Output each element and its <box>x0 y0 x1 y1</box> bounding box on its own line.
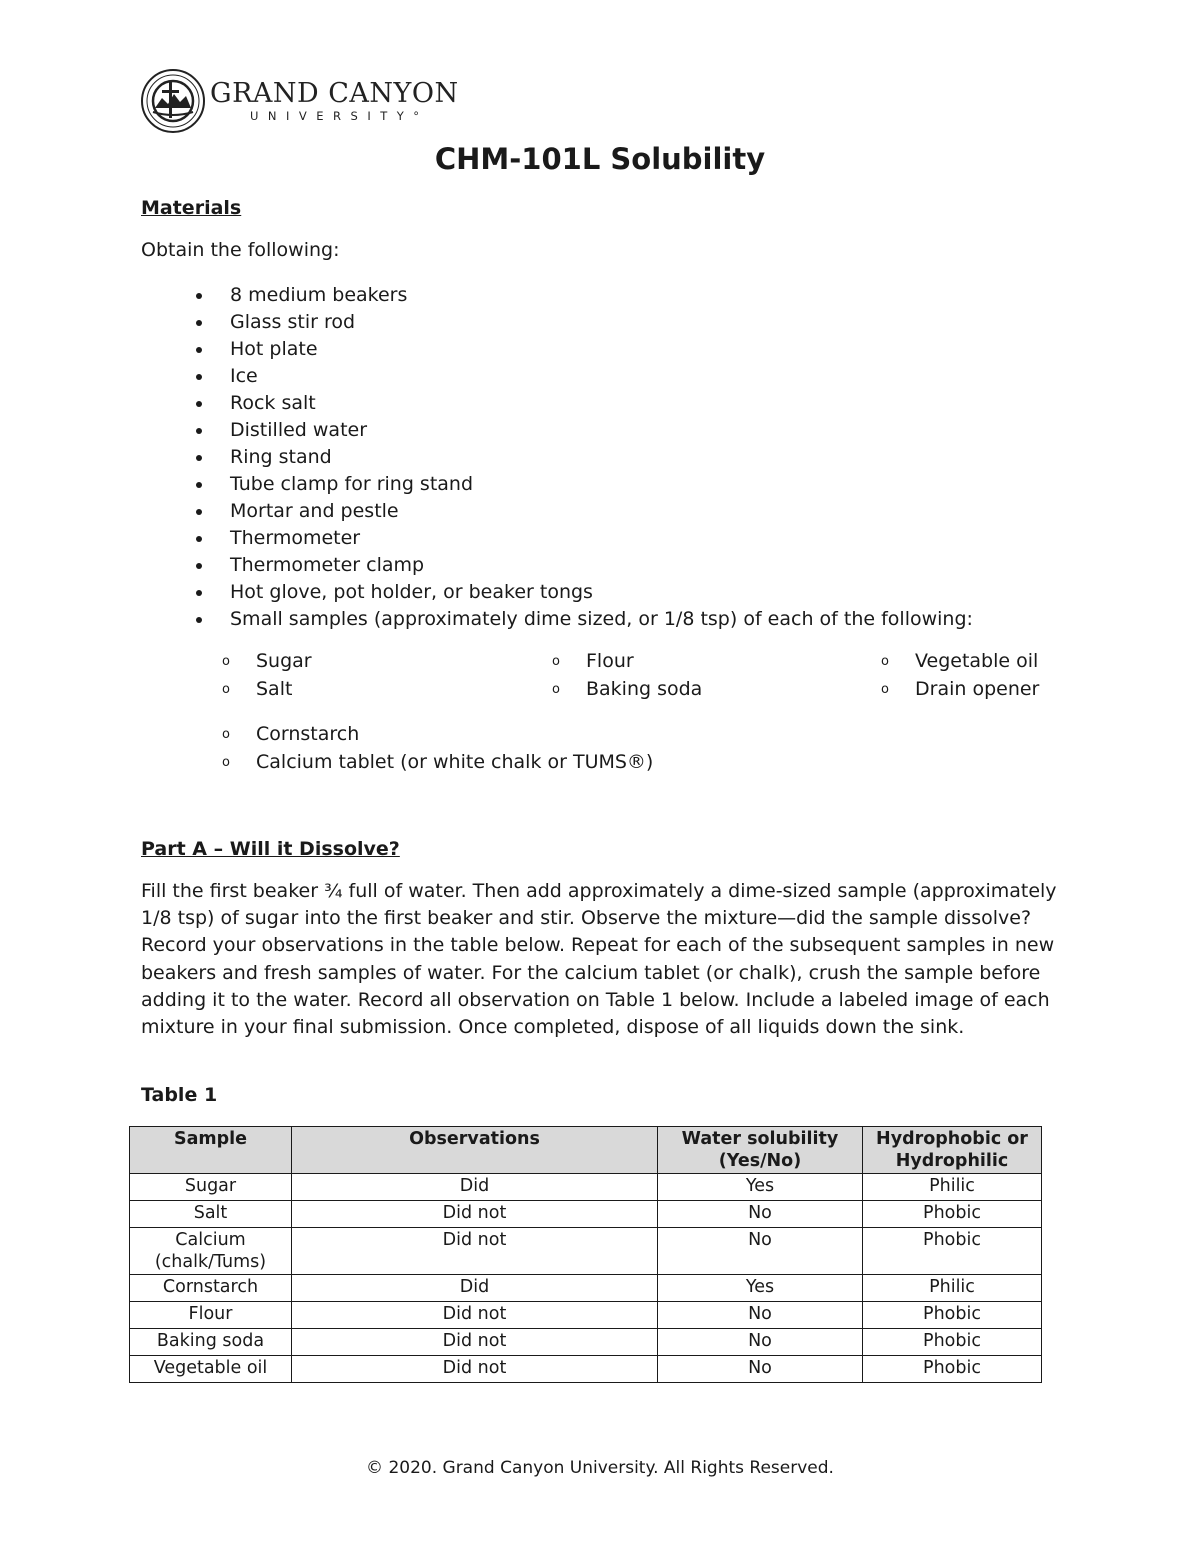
sample-item-calcium-tablet: o Calcium tablet (or white chalk or TUMS®) <box>222 748 653 776</box>
cell-sample: Vegetable oil <box>130 1356 292 1383</box>
sample-item-vegetable-oil: o Vegetable oil <box>881 647 1038 675</box>
sub-bullet-icon: o <box>552 654 560 669</box>
cell-observation: Did not <box>292 1228 658 1275</box>
table-header-row <box>130 1127 1042 1174</box>
list-item: Small samples (approximately dime sized, or 1/8 tsp) of each of the following: <box>190 606 973 633</box>
table-row <box>130 1356 1042 1383</box>
column-header-observations: Observations <box>292 1127 658 1174</box>
bullet-icon <box>196 320 202 326</box>
cell-solubility: Yes <box>658 1275 863 1302</box>
table-label: Table 1 <box>141 1084 218 1106</box>
bullet-icon <box>196 482 202 488</box>
list-item: Ice <box>190 363 973 390</box>
materials-list <box>190 282 973 633</box>
table-row <box>130 1329 1042 1356</box>
bullet-icon <box>196 428 202 434</box>
logo-subtitle: UNIVERSITY° <box>250 109 429 123</box>
cell-observation: Did not <box>292 1302 658 1329</box>
cell-affinity: Phobic <box>863 1356 1042 1383</box>
sample-item-flour: o Flour <box>552 647 634 675</box>
table-row <box>130 1174 1042 1201</box>
solubility-table <box>129 1126 1042 1383</box>
page-title: CHM-101L Solubility <box>434 142 766 176</box>
sub-bullet-icon: o <box>552 682 560 697</box>
bullet-icon <box>196 401 202 407</box>
materials-intro: Obtain the following: <box>141 239 340 261</box>
sample-item-cornstarch: o Cornstarch <box>222 720 359 748</box>
bullet-icon <box>196 509 202 515</box>
column-header-hydrophobic: Hydrophobic or Hydrophilic <box>863 1127 1042 1174</box>
bullet-icon <box>196 455 202 461</box>
cell-sample: Salt <box>130 1201 292 1228</box>
sub-bullet-icon: o <box>222 727 230 742</box>
university-seal-icon <box>140 68 206 134</box>
cell-observation: Did not <box>292 1356 658 1383</box>
sample-item-sugar: o Sugar <box>222 647 312 675</box>
list-item: Mortar and pestle <box>190 498 973 525</box>
bullet-icon <box>196 374 202 380</box>
cell-solubility: No <box>658 1302 863 1329</box>
sub-bullet-icon: o <box>222 654 230 669</box>
university-logo <box>140 68 459 134</box>
sub-bullet-icon: o <box>222 755 230 770</box>
sample-item-drain-opener: o Drain opener <box>881 675 1039 703</box>
table-row <box>130 1228 1042 1275</box>
column-header-water-solubility: Water solubility (Yes/No) <box>658 1127 863 1174</box>
sub-bullet-icon: o <box>881 682 889 697</box>
cell-affinity: Philic <box>863 1174 1042 1201</box>
list-item: Thermometer <box>190 525 973 552</box>
cell-observation: Did <box>292 1174 658 1201</box>
cell-affinity: Phobic <box>863 1201 1042 1228</box>
cell-solubility: Yes <box>658 1174 863 1201</box>
cell-solubility: No <box>658 1201 863 1228</box>
cell-observation: Did not <box>292 1201 658 1228</box>
list-item: Distilled water <box>190 417 973 444</box>
bullet-icon <box>196 293 202 299</box>
cell-observation: Did <box>292 1275 658 1302</box>
cell-sample: Cornstarch <box>130 1275 292 1302</box>
list-item: Ring stand <box>190 444 973 471</box>
cell-sample: Calcium (chalk/Tums) <box>130 1228 292 1275</box>
copyright-footer: © 2020. Grand Canyon University. All Rights Reserved. <box>366 1458 834 1478</box>
materials-heading: Materials <box>141 197 242 219</box>
part-a-instructions: Fill the first beaker ¾ full of water. Then add approximately a dime-sized sample (approximately 1/8 tsp) of sugar into the first beaker and stir. Observe the mixture—did the sample dissolve? Record your observations in the table below. Repeat for each of the subsequent samples in new beakers and fresh samples of water. For the calcium tablet (or chalk), crush the sample before adding it to the water. Record all observation on Table 1 below. Include a labeled image of each mixture in your final submission. Once completed, dispose of all liquids down the sink. <box>141 880 1057 1039</box>
sample-item-salt: o Salt <box>222 675 292 703</box>
list-item: Thermometer clamp <box>190 552 973 579</box>
cell-observation: Did not <box>292 1329 658 1356</box>
bullet-icon <box>196 563 202 569</box>
cell-affinity: Phobic <box>863 1302 1042 1329</box>
list-item: Tube clamp for ring stand <box>190 471 973 498</box>
sub-bullet-icon: o <box>881 654 889 669</box>
list-item: 8 medium beakers <box>190 282 973 309</box>
bullet-icon <box>196 347 202 353</box>
cell-affinity: Phobic <box>863 1329 1042 1356</box>
cell-sample: Flour <box>130 1302 292 1329</box>
column-header-sample: Sample <box>130 1127 292 1174</box>
bullet-icon <box>196 617 202 623</box>
cell-solubility: No <box>658 1329 863 1356</box>
part-a-heading: Part A – Will it Dissolve? <box>141 838 400 860</box>
bullet-icon <box>196 536 202 542</box>
sample-item-baking-soda: o Baking soda <box>552 675 702 703</box>
list-item: Rock salt <box>190 390 973 417</box>
table-row <box>130 1302 1042 1329</box>
list-item: Hot plate <box>190 336 973 363</box>
list-item: Glass stir rod <box>190 309 973 336</box>
cell-sample: Sugar <box>130 1174 292 1201</box>
bullet-icon <box>196 590 202 596</box>
table-row <box>130 1201 1042 1228</box>
cell-affinity: Phobic <box>863 1228 1042 1275</box>
cell-solubility: No <box>658 1228 863 1275</box>
cell-sample: Baking soda <box>130 1329 292 1356</box>
table-row <box>130 1275 1042 1302</box>
cell-affinity: Philic <box>863 1275 1042 1302</box>
cell-solubility: No <box>658 1356 863 1383</box>
sub-bullet-icon: o <box>222 682 230 697</box>
logo-wordmark: GRAND CANYON <box>210 78 459 109</box>
list-item: Hot glove, pot holder, or beaker tongs <box>190 579 973 606</box>
